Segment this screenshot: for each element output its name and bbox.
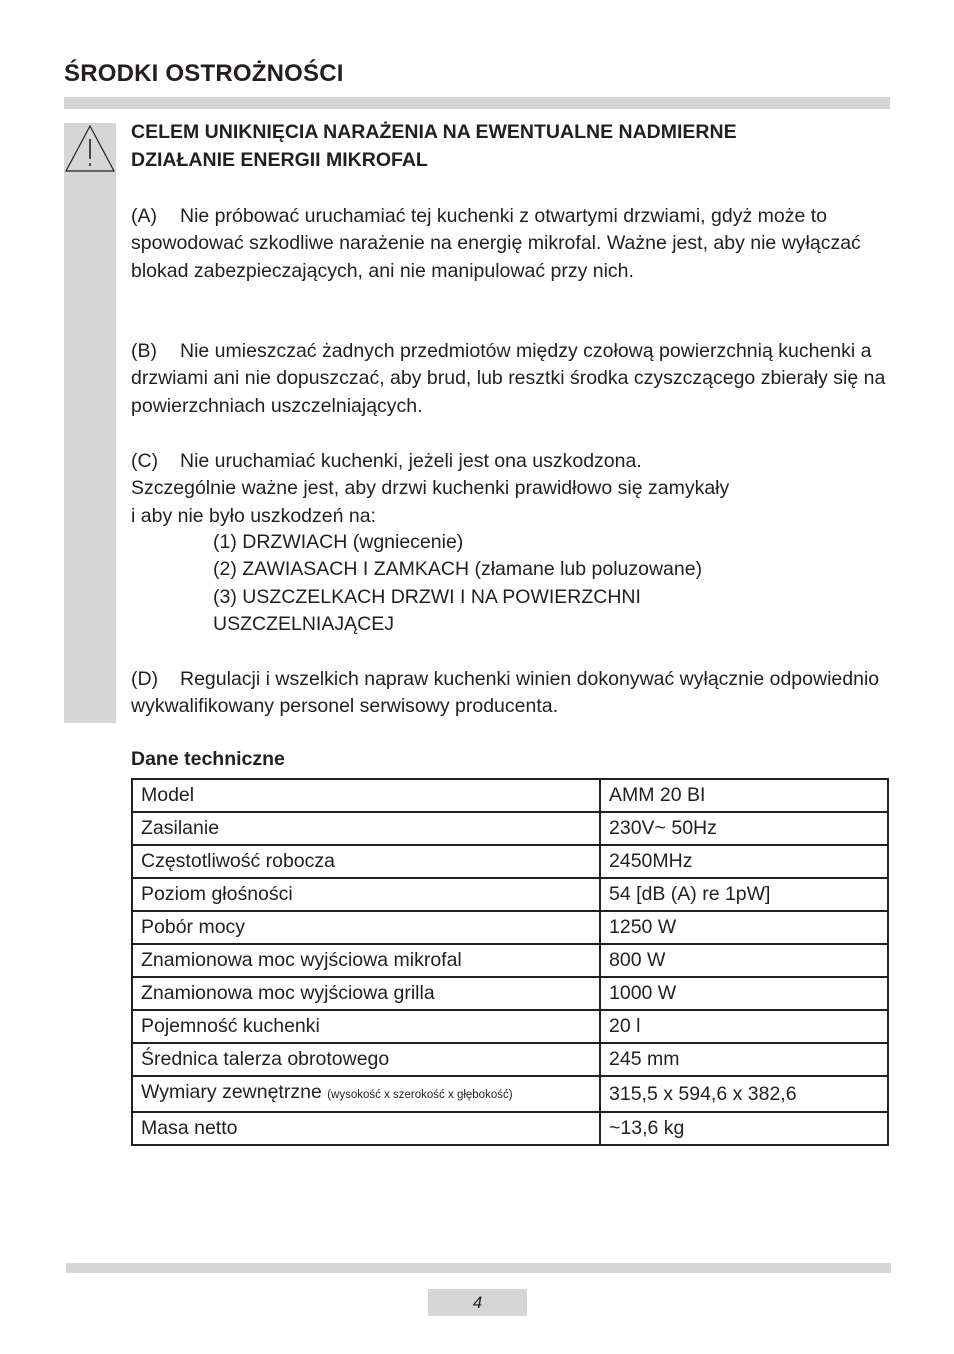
paragraph-c-line-3: i aby nie było uszkodzeń na: <box>131 504 376 527</box>
spec-label: Poziom głośności <box>132 878 600 911</box>
table-row <box>132 1043 888 1076</box>
footer-divider <box>66 1263 891 1273</box>
table-row <box>132 779 888 812</box>
warning-heading <box>131 118 891 174</box>
spec-label: Zasilanie <box>132 812 600 845</box>
page-number: 4 <box>428 1289 527 1316</box>
spec-label: Znamionowa moc wyjściowa mikrofal <box>132 944 600 977</box>
damage-list-item: (2) ZAWIASACH I ZAMKACH (złamane lub poluzowane) <box>213 558 703 581</box>
spec-value: 54 [dB (A) re 1pW] <box>600 878 888 911</box>
page-title: ŚRODKI OSTROŻNOŚCI <box>64 60 344 87</box>
tech-data-heading: Dane techniczne <box>131 748 285 770</box>
warning-triangle-icon <box>64 123 116 173</box>
table-row <box>132 1076 888 1112</box>
paragraph-c-line-1: Nie uruchamiać kuchenki, jeżeli jest ona uszkodzona. <box>180 450 642 472</box>
tech-data-table <box>131 778 889 1146</box>
spec-label: Średnica talerza obrotowego <box>132 1043 600 1076</box>
table-row <box>132 1010 888 1043</box>
spec-label: Częstotliwość robocza <box>132 845 600 878</box>
paragraph-a-text: Nie próbować uruchamiać tej kuchenki z otwartymi drzwiami, gdyż może to spowodować szkodliwe narażenie na energię mikrofal. Ważne jest, aby nie wyłączać blokad zabezpieczających, ani nie manipulować przy nich. <box>131 205 861 282</box>
damage-list-item: (3) USZCZELKACH DRZWI I NA POWIERZCHNI <box>213 585 641 608</box>
paragraph-b-label: (B) <box>131 340 157 362</box>
spec-value: ~13,6 kg <box>600 1112 888 1145</box>
warning-paragraph-a <box>131 203 893 285</box>
damage-list-item: USZCZELNIAJĄCEJ <box>213 612 394 635</box>
table-row <box>132 1112 888 1145</box>
warning-paragraph-c <box>131 448 893 530</box>
paragraph-d-text: Regulacji i wszelkich napraw kuchenki winien dokonywać wyłącznie odpowiednio wykwalifikowany personel serwisowy producenta. <box>131 668 880 718</box>
table-row <box>132 911 888 944</box>
warning-heading-line-2: DZIAŁANIE ENERGII MIKROFAL <box>131 149 428 171</box>
spec-value: 20 l <box>600 1010 888 1043</box>
warning-paragraph-d <box>131 666 893 721</box>
table-row <box>132 812 888 845</box>
paragraph-c-label: (C) <box>131 450 159 472</box>
spec-value: 230V~ 50Hz <box>600 812 888 845</box>
spec-label-text: Wymiary zewnętrzne <box>141 1081 322 1103</box>
damage-list-item: (1) DRZWIACH (wgniecenie) <box>213 531 464 553</box>
spec-label-dimensions <box>132 1076 600 1112</box>
paragraph-b-text: Nie umieszczać żadnych przedmiotów między czołową powierzchnią kuchenki a drzwiami ani nie dopuszczać, aby brud, lub resztki środka czyszczącego zbierały się na powierzchniach uszczelniających. <box>131 340 886 417</box>
table-row <box>132 845 888 878</box>
table-row <box>132 944 888 977</box>
spec-value: 315,5 x 594,6 x 382,6 <box>600 1076 888 1112</box>
paragraph-d-label: (D) <box>131 668 159 690</box>
spec-label: Pojemność kuchenki <box>132 1010 600 1043</box>
damage-list <box>213 529 893 638</box>
spec-value: 1250 W <box>600 911 888 944</box>
spec-value: 800 W <box>600 944 888 977</box>
spec-label-note: (wysokość x szerokość x głębokość) <box>327 1089 513 1101</box>
spec-value: AMM 20 BI <box>600 779 888 812</box>
spec-value: 1000 W <box>600 977 888 1010</box>
table-row <box>132 977 888 1010</box>
table-row <box>132 878 888 911</box>
title-divider <box>64 97 890 109</box>
spec-label: Znamionowa moc wyjściowa grilla <box>132 977 600 1010</box>
warning-side-bar <box>64 123 116 723</box>
spec-value: 2450MHz <box>600 845 888 878</box>
warning-heading-line-1: CELEM UNIKNIĘCIA NARAŻENIA NA EWENTUALNE NADMIERNE <box>131 121 737 143</box>
spec-label: Masa netto <box>132 1112 600 1145</box>
spec-label: Model <box>132 779 600 812</box>
spec-label: Pobór mocy <box>132 911 600 944</box>
spec-value: 245 mm <box>600 1043 888 1076</box>
paragraph-c-line-2: Szczególnie ważne jest, aby drzwi kuchenki prawidłowo się zamykały <box>131 477 730 500</box>
warning-paragraph-b <box>131 338 893 420</box>
paragraph-a-label: (A) <box>131 205 157 227</box>
